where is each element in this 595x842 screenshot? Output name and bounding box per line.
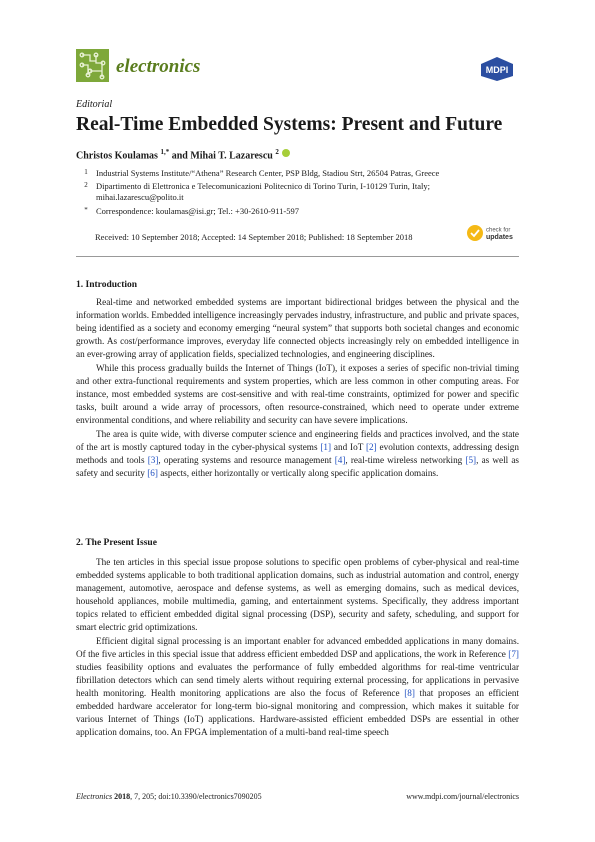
section-2-body [76, 556, 519, 739]
paragraph: While this process gradually builds the Internet of Things (IoT), it exposes a series of specific non-trivial timing and other extra-functional requirements and system properties, which are less common in other computing areas. For instance, most embedded systems are cost-sensitive and with real-time constraints, optimized for power and specific tasks, built around a wide array of processors, often resource-constrained, which need to operate under extreme environmental conditions, and where reliability and security can have severe implications. [76, 363, 519, 425]
journal-name: electronics [116, 56, 201, 77]
article-type: Editorial [76, 99, 113, 110]
section-heading-present-issue: 2. The Present Issue [76, 538, 157, 548]
email-link[interactable]: mihai.lazarescu@polito.it [96, 192, 184, 202]
citation-link[interactable]: [2] [365, 442, 377, 452]
text-run: , real-time wireless networking [345, 455, 466, 465]
citation-link[interactable]: [8] [404, 688, 415, 698]
header-divider [76, 256, 519, 257]
orcid-icon[interactable] [282, 149, 290, 157]
affiliation-2 [76, 180, 430, 192]
footer-url[interactable]: www.mdpi.com/journal/electronics [406, 792, 519, 801]
citation-link[interactable]: [7] [508, 649, 519, 659]
author-1-sup: 1,* [160, 148, 170, 156]
text-run: , as well as safety and security [76, 455, 519, 478]
footer-year: 2018 [114, 792, 131, 801]
author-1: Christos Koulamas [76, 150, 158, 162]
author-2-sup: 2 [275, 148, 279, 156]
affiliation-mark: 1 [84, 168, 88, 176]
section-heading-introduction: 1. Introduction [76, 280, 138, 290]
affiliation-text: Dipartimento di Elettronica e Telecomunicazioni Politecnico di Torino Turin, I-10129 Turin, Italy; [96, 181, 430, 191]
affiliation-2-email [76, 192, 184, 203]
author-2: Mihai T. Lazarescu [190, 150, 273, 162]
circuit-icon [76, 49, 109, 82]
citation-link[interactable]: [1] [320, 442, 332, 452]
text-run: and IoT [331, 442, 366, 452]
publication-dates: Received: 10 September 2018; Accepted: 14 September 2018; Published: 18 September 2018 [95, 232, 413, 242]
author-line [76, 148, 290, 161]
paragraph: Real-time and networked embedded systems are important bidirectional bridges between the physical and the information worlds. Embedded intelligence increasingly pervades industry, infrastructure, and public and private spaces, being identified as a society and economy emerging “neural system” that supports both societal changes and economic growth. As cost/performance improves, everyday life connected objects increasingly rely on embedded intelligence in an ever-growing array of application fields, specialized technologies, and engineering disciplines. [76, 297, 519, 359]
footer-citation [76, 792, 262, 801]
footer-doi[interactable]: , 7, 205; doi:10.3390/electronics7090205 [130, 792, 262, 801]
paragraph [76, 428, 519, 480]
badge-line-2: updates [486, 234, 513, 241]
citation-link[interactable]: [4] [334, 455, 346, 465]
affiliation-1 [76, 167, 439, 179]
citation-link[interactable]: [5] [465, 455, 477, 465]
paper-title: Real-Time Embedded Systems: Present and Future [76, 114, 503, 135]
affiliation-mark: * [84, 206, 88, 214]
text-run: that proposes an efficient embedded hardware accelerator for long-term bio-signal monitoring and compression, which makes it suitable for various Internet of Things (IoT) applications. Hardware-assisted efficient embedded DSPs are essential in other application domains, too. An FPGA implementation of a multi-band real-time speech [76, 688, 519, 737]
correspondence [76, 205, 299, 217]
paragraph [76, 635, 519, 739]
publisher-logo-text: MDPI [485, 65, 509, 75]
journal-logo [76, 49, 109, 82]
footer-journal: Electronics [76, 792, 113, 801]
citation-link[interactable]: [6] [147, 468, 158, 478]
author-conjunction: and [171, 150, 188, 162]
affiliation-mark: 2 [84, 181, 88, 189]
mdpi-logo [478, 56, 516, 82]
text-run: The area is quite wide, with diverse computer science and engineering fields and practices involved, and the state of the art is mostly captured today in the cyber-physical systems [76, 429, 519, 452]
text-run: , operating systems and resource management [158, 455, 335, 465]
paragraph: The ten articles in this special issue propose solutions to specific open problems of cyber-physical and real-time embedded systems applicable to both traditional application domains, such as industrial automation and control, energy management, automotive, aerospace and defense systems, as well as emerging domains, such as medical devices, household appliances, mobile multimedia, gaming, and entertainment systems. Specifically, they address important topics related to efficient embedded digital signal processing (DSP), security and safety, scheduling, and support for smart electric grid optimizations. [76, 557, 519, 632]
text-run: evolution contexts, addressing design methods and tools [76, 442, 519, 465]
citation-link[interactable]: [3] [147, 455, 159, 465]
section-1-body [76, 296, 519, 480]
badge-line-1: check for [486, 227, 511, 234]
affiliation-text: Industrial Systems Institute/“Athena” Research Center, PSP Bldg, Stadiou Strt, 26504 Patras, Greece [96, 168, 440, 178]
text-run: aspects, either horizontally or vertically along specific application domains. [157, 468, 439, 478]
check-for-updates-badge[interactable] [466, 224, 521, 242]
text-run: Efficient digital signal processing is an important enabler for advanced embedded applications in many domains. Of the five articles in this special issue that address efficient embedded DSP and applications, the work in Reference [76, 636, 519, 659]
text-run: studies feasibility options and evaluates the performance of fully embedded algorithms for real-time ventricular fibrillation detectors which can send timely alerts without requiring external processing, for applications in pervasive health monitoring. Health monitoring applications are also the focus of Reference [76, 662, 519, 698]
correspondence-text: Correspondence: koulamas@isi.gr; Tel.: +30-2610-911-597 [96, 206, 300, 216]
